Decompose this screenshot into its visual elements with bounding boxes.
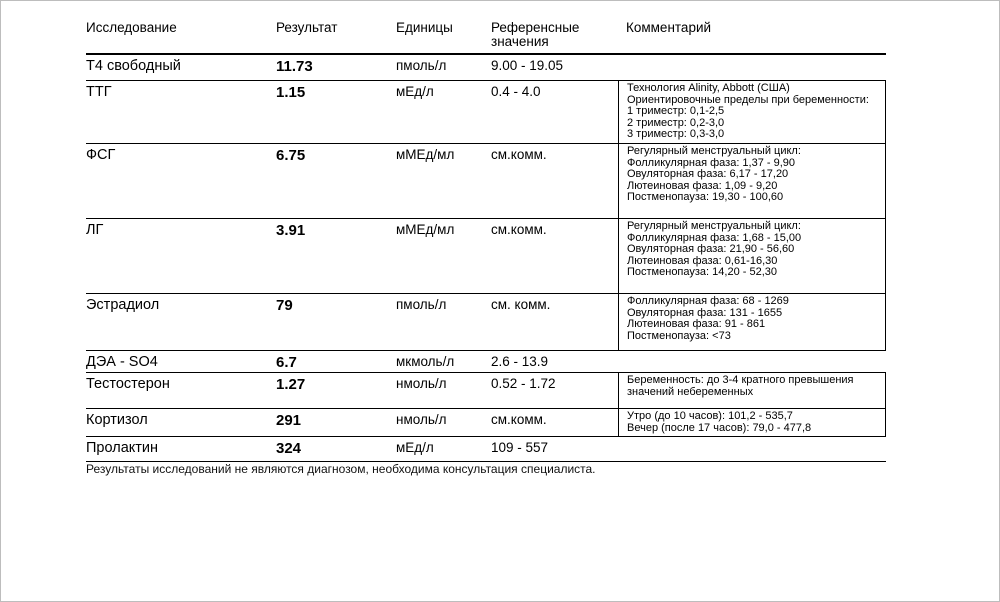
table-row [86,409,886,437]
lab-results-table [86,17,886,462]
comment-line: Овуляторная фаза: 131 - 1655 [627,306,783,319]
column-header-comment: Комментарий [626,20,712,35]
test-comment [618,55,886,80]
comment-line: Лютеиновая фаза: 91 - 861 [627,318,766,331]
comment-line: Лютеиновая фаза: 1,09 - 9,20 [627,179,778,192]
table-row [86,55,886,81]
test-units: мМЕд/мл [396,146,455,162]
test-comment [618,373,886,408]
table-row [86,219,886,294]
comment-line: Лютеиновая фаза: 0,61-16,30 [627,254,778,267]
table-row [86,144,886,219]
test-comment [618,409,886,436]
comment-line: Постменопауза: <73 [627,329,731,342]
column-header-result: Результат [276,20,338,35]
test-result: 3.91 [276,221,306,239]
comment-line: Ориентировочные пределы при беременности: [627,93,869,106]
test-comment [618,294,886,350]
test-result: 11.73 [276,58,313,75]
comment-line: Фолликулярная фаза: 1,68 - 15,00 [627,231,802,244]
test-result: 291 [276,411,302,429]
test-units: нмоль/л [396,411,447,427]
comment-line: Беременность: до 3-4 кратного превышения [627,373,854,386]
test-name: ФСГ [86,146,116,163]
test-result: 6.7 [276,353,297,371]
test-reference: 109 - 557 [491,440,549,456]
test-name: Тестостерон [86,375,170,392]
test-reference: см.комм. [491,411,547,427]
comment-line: Постменопауза: 14,20 - 52,30 [627,266,777,279]
test-name: Пролактин [86,440,159,457]
test-reference: см. комм. [491,296,551,312]
test-units: мЕд/л [396,440,434,456]
comment-line: 1 триместр: 0,1-2,5 [627,105,725,118]
test-name: Кортизол [86,411,148,428]
test-comment [618,351,886,372]
test-reference: 0.52 - 1.72 [491,375,556,391]
test-units: мкмоль/л [396,353,455,369]
test-name: ЛГ [86,221,104,238]
comment-line: 3 триместр: 0,3-3,0 [627,128,725,141]
table-row [86,437,886,462]
test-units: нмоль/л [396,375,447,391]
test-comment [618,81,886,143]
table-header-row [86,17,886,55]
test-comment [618,144,886,218]
table-row [86,351,886,373]
table-row [86,373,886,409]
test-result: 6.75 [276,146,306,164]
table-body [86,55,886,462]
comment-line: Фолликулярная фаза: 1,37 - 9,90 [627,156,796,169]
test-comment [618,437,886,461]
table-row [86,294,886,351]
test-name: ТТГ [86,84,112,100]
test-units: пмоль/л [396,58,447,73]
test-result: 1.15 [276,84,306,101]
test-units: пмоль/л [396,296,447,312]
comment-line: Фолликулярная фаза: 68 - 1269 [627,294,789,307]
test-result: 1.27 [276,375,306,393]
comment-line: значений небеременных [627,385,754,398]
test-result: 324 [276,440,302,458]
column-header-reference: Референсные значения [491,20,580,49]
test-reference: см.комм. [491,221,547,237]
comment-line: Технология Alinity, Abbott (США) [627,82,790,94]
test-reference: 0.4 - 4.0 [491,84,541,99]
test-units: мМЕд/мл [396,221,455,237]
comment-line: Регулярный менструальный цикл: [627,219,801,232]
comment-line: Овуляторная фаза: 6,17 - 17,20 [627,168,789,181]
test-name: Т4 свободный [86,58,181,74]
disclaimer-text: Результаты исследований не являются диагнозом, необходима консультация специалиста. [86,462,596,476]
test-name: ДЭА - SO4 [86,353,158,370]
comment-line: 2 триместр: 0,2-3,0 [627,116,725,129]
comment-line: Вечер (после 17 часов): 79,0 - 477,8 [627,421,812,434]
test-result: 79 [276,296,293,314]
comment-line: Постменопауза: 19,30 - 100,60 [627,191,784,204]
comment-line: Овуляторная фаза: 21,90 - 56,60 [627,243,795,256]
column-header-study: Исследование [86,20,177,35]
test-units: мЕд/л [396,84,434,99]
test-comment [618,219,886,293]
column-header-units: Единицы [396,20,453,35]
test-name: Эстрадиол [86,296,160,313]
test-reference: см.комм. [491,146,547,162]
comment-line: Утро (до 10 часов): 101,2 - 535,7 [627,409,793,422]
comment-line: Регулярный менструальный цикл: [627,144,801,157]
test-reference: 2.6 - 13.9 [491,353,549,369]
test-reference: 9.00 - 19.05 [491,58,564,73]
table-row [86,81,886,144]
